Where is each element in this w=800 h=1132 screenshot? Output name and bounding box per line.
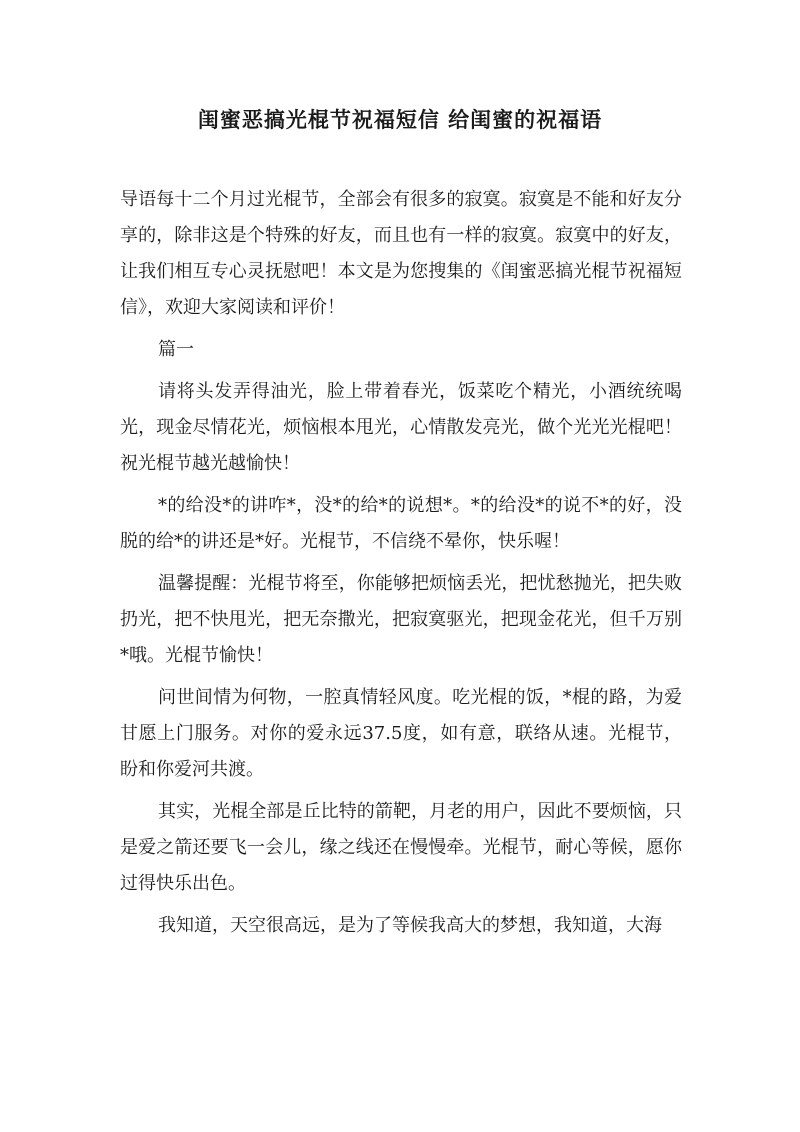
document-body: [120, 182, 682, 950]
message-paragraph: 我知道，天空很高远，是为了等候我高大的梦想，我知道，大海: [158, 915, 662, 936]
message-paragraph: 问世间情为何物，一腔真情轻风度。吃光棍的饭，*棍的路，为爱甘愿上门服务。对你的爱永远37.5度，如有意，联络从速。光棍节，盼和你爱河共渡。: [120, 687, 682, 780]
message-paragraph: 温馨提醒：光棍节将至，你能够把烦恼丢光，把忧愁抛光，把失败扔光，把不快甩光，把无奈撒光，把寂寞驱光，把现金花光，但千万别*哦。光棍节愉快！: [120, 573, 682, 666]
document-title: 闺蜜恶搞光棍节祝福短信 给闺蜜的祝福语: [197, 107, 603, 132]
message-paragraph: 请将头发弄得油光，脸上带着春光，饭菜吃个精光，小酒统统喝光，现金尽情花光，烦恼根本甩光，心情散发亮光，做个光光光棍吧！祝光棍节越光越愉快！: [120, 381, 682, 474]
section-heading: 篇一: [158, 339, 194, 360]
intro-paragraph: 导语每十二个月过光棍节，全部会有很多的寂寞。寂寞是不能和好友分享的，除非这是个特殊的好友，而且也有一样的寂寞。寂寞中的好友，让我们相互专心灵抚慰吧！本文是为您搜集的《闺蜜恶搞光棍节祝福短信》，欢迎大家阅读和评价！: [120, 189, 682, 318]
message-paragraph: *的给没*的讲咋*，没*的给*的说想*。*的给没*的说不*的好，没脱的给*的讲还是*好。光棍节，不信绕不晕你，快乐喔！: [120, 495, 682, 552]
message-paragraph: 其实，光棍全部是丘比特的箭靶，月老的用户，因此不要烦恼，只是爱之箭还要飞一会儿，缘之线还在慢慢牵。光棍节，耐心等候，愿你过得快乐出色。: [120, 801, 682, 894]
